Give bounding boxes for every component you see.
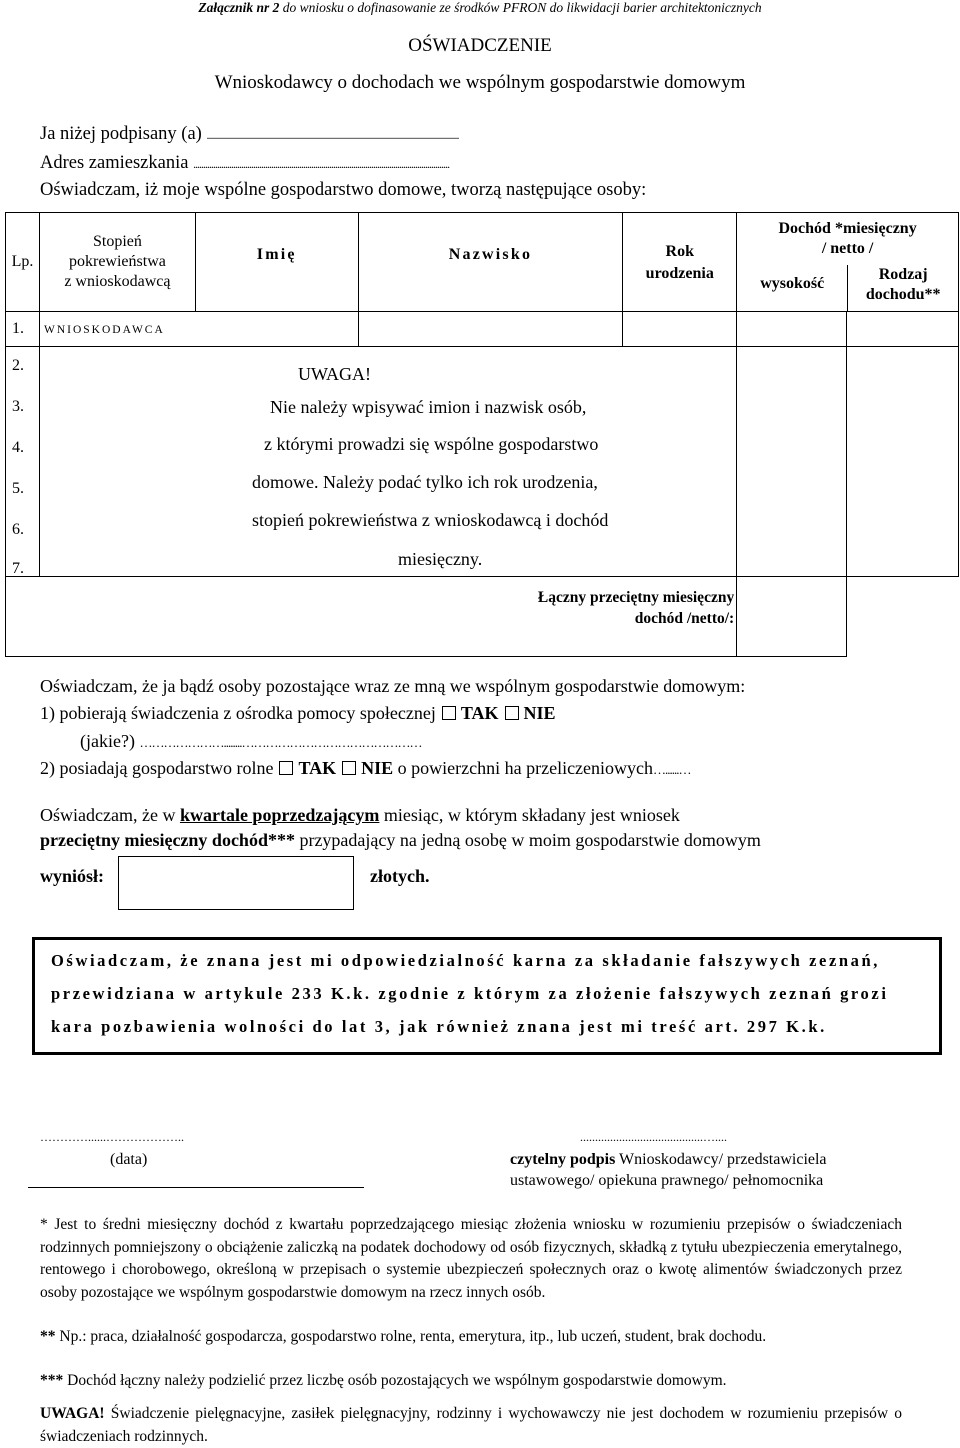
statement-item2: 2) posiadają gospodarstwo rolne TAK NIE o powierzchni ha przeliczeniowych…......…: [40, 758, 691, 778]
zlotych-label: złotych.: [370, 866, 430, 886]
income-line1: Oświadczam, że w kwartale poprzedzającym miesiąc, w którym składany jest wniosek: [40, 805, 680, 825]
household-table: [5, 212, 959, 657]
table-cell[interactable]: [623, 312, 737, 347]
empty-cell: [847, 577, 959, 657]
document-subtitle: Wnioskodawcy o dochodach we wspólnym gospodarstwie domowym: [214, 72, 746, 93]
warning-cell: [39, 347, 736, 577]
col-wysokosc: wysokość: [760, 275, 825, 292]
total-cell: [6, 577, 737, 657]
wynosil-label: wyniósł:: [40, 866, 105, 886]
income-line2: przeciętny miesięczny dochód*** przypadający na jedną osobę w moim gospodarstwie domowym: [40, 830, 761, 850]
footnote-2: ** Np.: praca, działalność gospodarcza, gospodarstwo rolne, renta, emerytura, itp., lub uczeń, student, brak dochodu.: [40, 1328, 767, 1345]
warning-line: stopień pokrewieństwa z wnioskodawcą i dochód: [251, 510, 609, 530]
warning-line: z którymi prowadzi się wspólne gospodarstwo: [263, 434, 599, 454]
checkbox-tak[interactable]: [442, 706, 456, 720]
row-number: 6.: [12, 521, 24, 538]
statement-intro: Oświadczam, że ja bądź osoby pozostające wraz ze mną we wspólnym gospodarstwie domowym:: [40, 676, 746, 696]
signed-label: Ja niżej podpisany (a): [40, 124, 202, 144]
signed-line: Ja niżej podpisany (a) ..............................................................................................................................: [40, 124, 459, 144]
table-cell[interactable]: [358, 312, 623, 347]
checkbox-nie[interactable]: [505, 706, 519, 720]
warning-line: Nie należy wpisywać imion i nazwisk osób,: [269, 397, 587, 417]
total-value-cell[interactable]: [737, 577, 847, 657]
statement-item1: 1) pobierają świadczenia z ośrodka pomocy społecznej TAK NIE: [40, 703, 556, 723]
footnote-4: UWAGA! Świadczenie pielęgnacyjne, zasiłek pielęgnacyjny, rodzinny i wychowawczy nie jest dochodem w rozumieniu przepisów o świadczeniach rodzinnych.: [40, 1405, 902, 1445]
footnote-1: * Jest to średni miesięczny dochód z kwartału poprzedzającego miesiąc złożenia wniosku w rozumieniu przepisów o świadczeniach rodzinnych pomniejszony o obciążenie zaliczką na podatek dochodowy od osób fizycznych, składką z tytułu ubezpieczenia emerytalnego, rentowego i chorobowego, określoną w przepisach o systemie ubezpieczeń społecznych oraz o kwotę alimentów świadczonych przez osoby pozostające we wspólnym gospodarstwie domowym na rzecz innych osób.: [40, 1216, 902, 1301]
declaration-line: przewidziana w artykule 233 K.k. zgodnie z którym za złożenie fałszywych zeznań grozi: [51, 984, 889, 1003]
signature-dots: .........................................…....: [580, 1130, 727, 1144]
warning-line: miesięczny.: [397, 549, 483, 569]
declaration-line: Oświadczam, że znana jest mi odpowiedzialność karna za składanie fałszywych zeznań,: [51, 951, 881, 970]
attachment-note: [0, 0, 960, 16]
checkbox-tak-rolne[interactable]: [279, 761, 293, 775]
table-cell[interactable]: [737, 312, 847, 347]
document-title: OŚWIADCZENIE: [408, 35, 552, 56]
col-lp: Lp.: [6, 213, 40, 312]
footnote-3: *** Dochód łączny należy podzielić przez liczbę osób pozostających we wspólnym gospodarstwie domowym.: [40, 1372, 727, 1389]
row-numbers-cell: [6, 347, 40, 577]
row-number: 7.: [12, 560, 24, 577]
address-line: Adres zamieszkania ................................................................................................................................: [40, 153, 450, 173]
col-rok: Rok urodzenia: [623, 213, 737, 312]
address-label: Adres zamieszkania: [40, 153, 189, 173]
row-number: 5.: [12, 480, 24, 497]
warning-line: domowe. Należy podać tylko ich rok urodzenia,: [251, 472, 598, 492]
row-number: 1.: [6, 312, 40, 347]
row-number: 4.: [12, 439, 24, 456]
attachment-note-rest: do wniosku o dofinasowanie ze środków PFRON do likwidacji barier architektonicznych: [282, 0, 762, 15]
col-imie: Imię: [195, 213, 358, 312]
total-label: Łączny przeciętny miesięczny dochód /netto/:: [537, 589, 735, 627]
col-dochod: Dochód *miesięczny / netto / wysokość Rodzaj dochodu**: [737, 213, 959, 312]
footnote-separator: [28, 1187, 364, 1188]
checkbox-nie-rolne[interactable]: [342, 761, 356, 775]
declaration-line: kara pozbawienia wolności do lat 3, jak również znana jest mi treść art. 297 K.k.: [51, 1017, 827, 1036]
table-cell[interactable]: [737, 347, 847, 577]
col-rodzaj: Rodzaj dochodu**: [865, 266, 941, 303]
table-cell[interactable]: [847, 312, 959, 347]
date-dots: …………......………………..: [40, 1130, 184, 1144]
declaration-box: [32, 937, 942, 1055]
income-amount-box[interactable]: [118, 856, 354, 910]
attachment-note-bold: Załącznik nr 2: [198, 0, 280, 15]
row-number: 2.: [12, 357, 24, 374]
row-number: 3.: [12, 398, 24, 415]
col-stopien: Stopień pokrewieństwa z wnioskodawcą: [39, 213, 195, 312]
signature-label: czytelny podpis Wnioskodawcy/ przedstawiciela: [510, 1151, 827, 1168]
date-label: (data): [110, 1151, 148, 1168]
statement-jakie: (jakie?) …………………........………………………………………: [80, 731, 422, 751]
warning-title: UWAGA!: [297, 364, 371, 384]
table-cell[interactable]: [847, 347, 959, 577]
col-nazwisko: Nazwisko: [358, 213, 623, 312]
household-intro: Oświadczam, iż moje wspólne gospodarstwo domowe, tworzą następujące osoby:: [40, 180, 647, 200]
signature-label-2: ustawowego/ opiekuna prawnego/ pełnomocnika: [510, 1172, 824, 1189]
applicant-label: WNIOSKODAWCA: [39, 312, 358, 347]
